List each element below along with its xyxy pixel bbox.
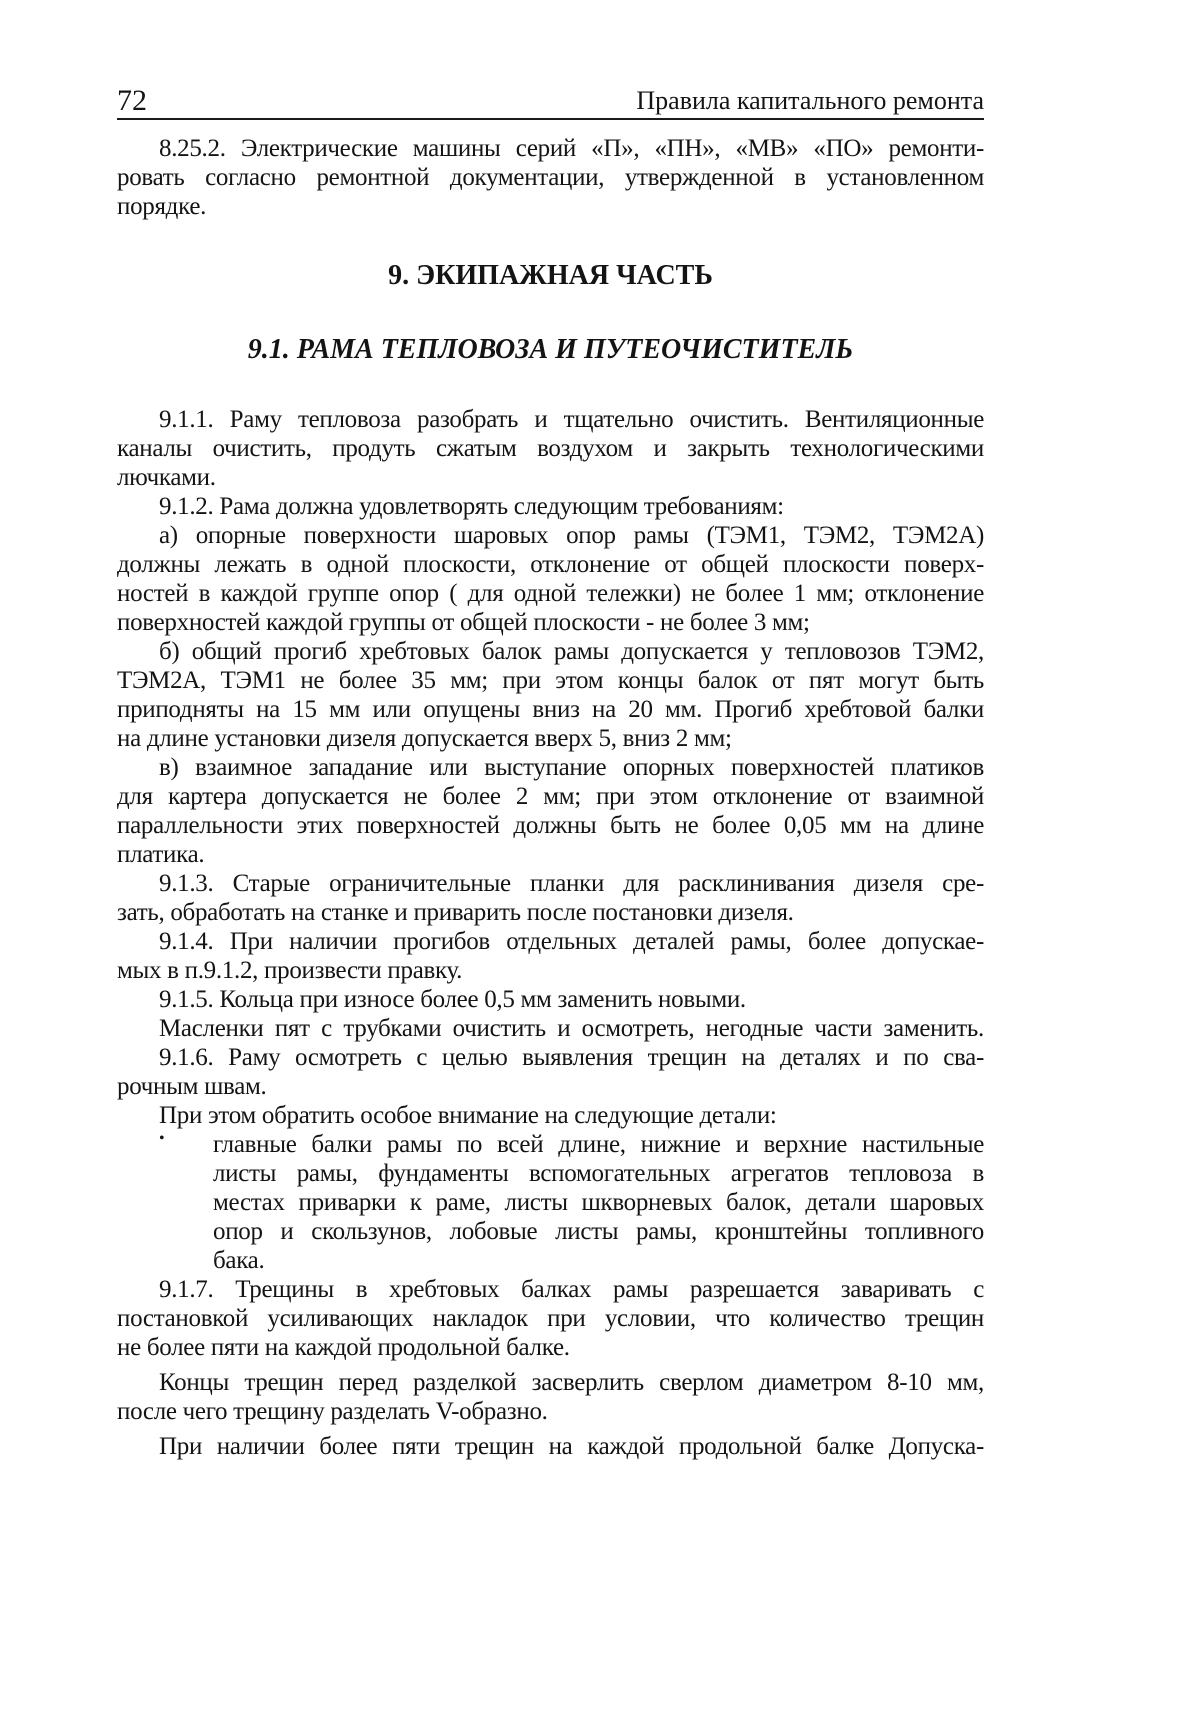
paragraph-9-1-7-more-cracks [117,1432,984,1461]
paragraph-9-1-5 [117,985,984,1014]
text-line: 9.1.1. Раму тепловоза разобрать и тщательно очистить. Вентиляционные [159,406,984,433]
section-title: 9.1. РАМА ТЕПЛОВОЗА И ПУТЕОЧИСТИТЕЛЬ [247,334,854,365]
text-line: мых в п.9.1.2, произвести правку. [117,957,463,984]
page-header [117,84,984,120]
text-line: 9.1.4. При наличии прогибов отдельных деталей рамы, более допускае- [159,928,984,955]
running-title: Правила капитального ремонта [636,86,984,115]
paragraph-9-1-1 [117,405,984,492]
text-line: зать, обработать на станке и приварить после постановки дизеля. [117,899,794,926]
text-line: 9.1.7. Трещины в хребтовых балках рамы разрешается заваривать с [159,1276,984,1303]
bullet-icon: • [159,1130,165,1147]
paragraph-9-1-2-a [117,521,984,637]
text-line: порядке. [117,193,207,220]
paragraph-9-1-3 [117,869,984,927]
text-line: после чего трещину разделать V-образно. [117,1398,548,1425]
text-line: местах приварки к раме, листы шкворневых балок, детали шаровых [213,1189,984,1216]
text-line: каналы очистить, продуть сжатым воздухом и закрыть технологическими [117,435,984,462]
text-line: бака. [213,1247,265,1274]
page-body [117,134,984,1461]
text-line: 9.1.5. Кольца при износе более 0,5 мм заменить новыми. [159,986,746,1013]
chapter-title: 9. ЭКИПАЖНАЯ ЧАСТЬ [388,260,713,291]
text-line: ровать согласно ремонтной документации, утвержденной в установленном [117,164,984,191]
text-line: параллельности этих поверхностей должны быть не более 0,05 мм на длине [117,812,984,839]
paragraph-9-1-7-drilling [117,1368,984,1426]
text-line: лючками. [117,464,216,491]
page-number: 72 [117,84,147,117]
text-line: а) опорные поверхности шаровых опор рамы (ТЭМ1, ТЭМ2, ТЭМ2А) [159,522,984,549]
paragraph-9-1-4 [117,927,984,985]
paragraph-9-1-6-attention [117,1101,984,1130]
text-line: на длине установки дизеля допускается вверх 5, вниз 2 мм; [117,725,732,752]
text-line: 8.25.2. Электрические машины серий «П», «ПН», «МВ» «ПО» ремонти- [159,135,984,162]
text-line: 9.1.2. Рама должна удовлетворять следующим требованиям: [159,493,784,520]
paragraph-9-1-7 [117,1275,984,1362]
paragraph-9-1-2-b [117,637,984,753]
text-line: платика. [117,841,205,868]
text-line: 9.1.3. Старые ограничительные планки для расклинивания дизеля сре- [159,870,984,897]
text-line: для картера допускается не более 2 мм; при этом отклонение от взаимной [117,783,984,810]
list-item [117,1130,984,1159]
text-line: поверхностей каждой группы от общей плоскости - не более 3 мм; [117,609,810,636]
text-line: При наличии более пяти трещин на каждой продольной балке Допуска- [159,1433,984,1460]
paragraph-9-1-5-oilers [117,1014,984,1043]
paragraph-9-1-6 [117,1043,984,1101]
text-line: не более пяти на каждой продольной балке. [117,1334,570,1361]
bullet-list [117,1130,984,1275]
text-line: При этом обратить особое внимание на следующие детали: [159,1102,777,1129]
text-line: 9.1.6. Раму осмотреть с целью выявления трещин на деталях и по сва- [159,1044,984,1071]
text-line: рочным швам. [117,1073,267,1100]
paragraph-9-1-2-c [117,753,984,869]
paragraph-8-25-2 [117,134,984,221]
text-line: б) общий прогиб хребтовых балок рамы допускается у тепловозов ТЭМ2, [159,638,984,665]
text-line: Концы трещин перед разделкой засверлить сверлом диаметром 8-10 мм, [159,1369,984,1396]
text-line: опор и скользунов, лобовые листы рамы, кронштейны топливного [213,1218,984,1245]
text-line: постановкой усиливающих накладок при условии, что количество трещин [117,1305,984,1332]
text-line: листы рамы, фундаменты вспомогательных агрегатов тепловоза в [213,1160,984,1187]
paragraph-9-1-2 [117,492,984,521]
text-line: главные балки рамы по всей длине, нижние и верхние настильные [213,1131,984,1158]
text-line: в) взаимное западание или выступание опорных поверхностей платиков [159,754,984,781]
text-line: ностей в каждой группе опор ( для одной тележки) не более 1 мм; отклонение [117,580,984,607]
text-line: Масленки пят с трубками очистить и осмотреть, негодные части заменить. [159,1015,984,1042]
text-line: ТЭМ2А, ТЭМ1 не более 35 мм; при этом концы балок от пят могут быть [117,667,984,694]
text-line: должны лежать в одной плоскости, отклонение от общей плоскости поверх- [117,551,984,578]
text-line: приподняты на 15 мм или опущены вниз на 20 мм. Прогиб хребтовой балки [117,696,984,723]
